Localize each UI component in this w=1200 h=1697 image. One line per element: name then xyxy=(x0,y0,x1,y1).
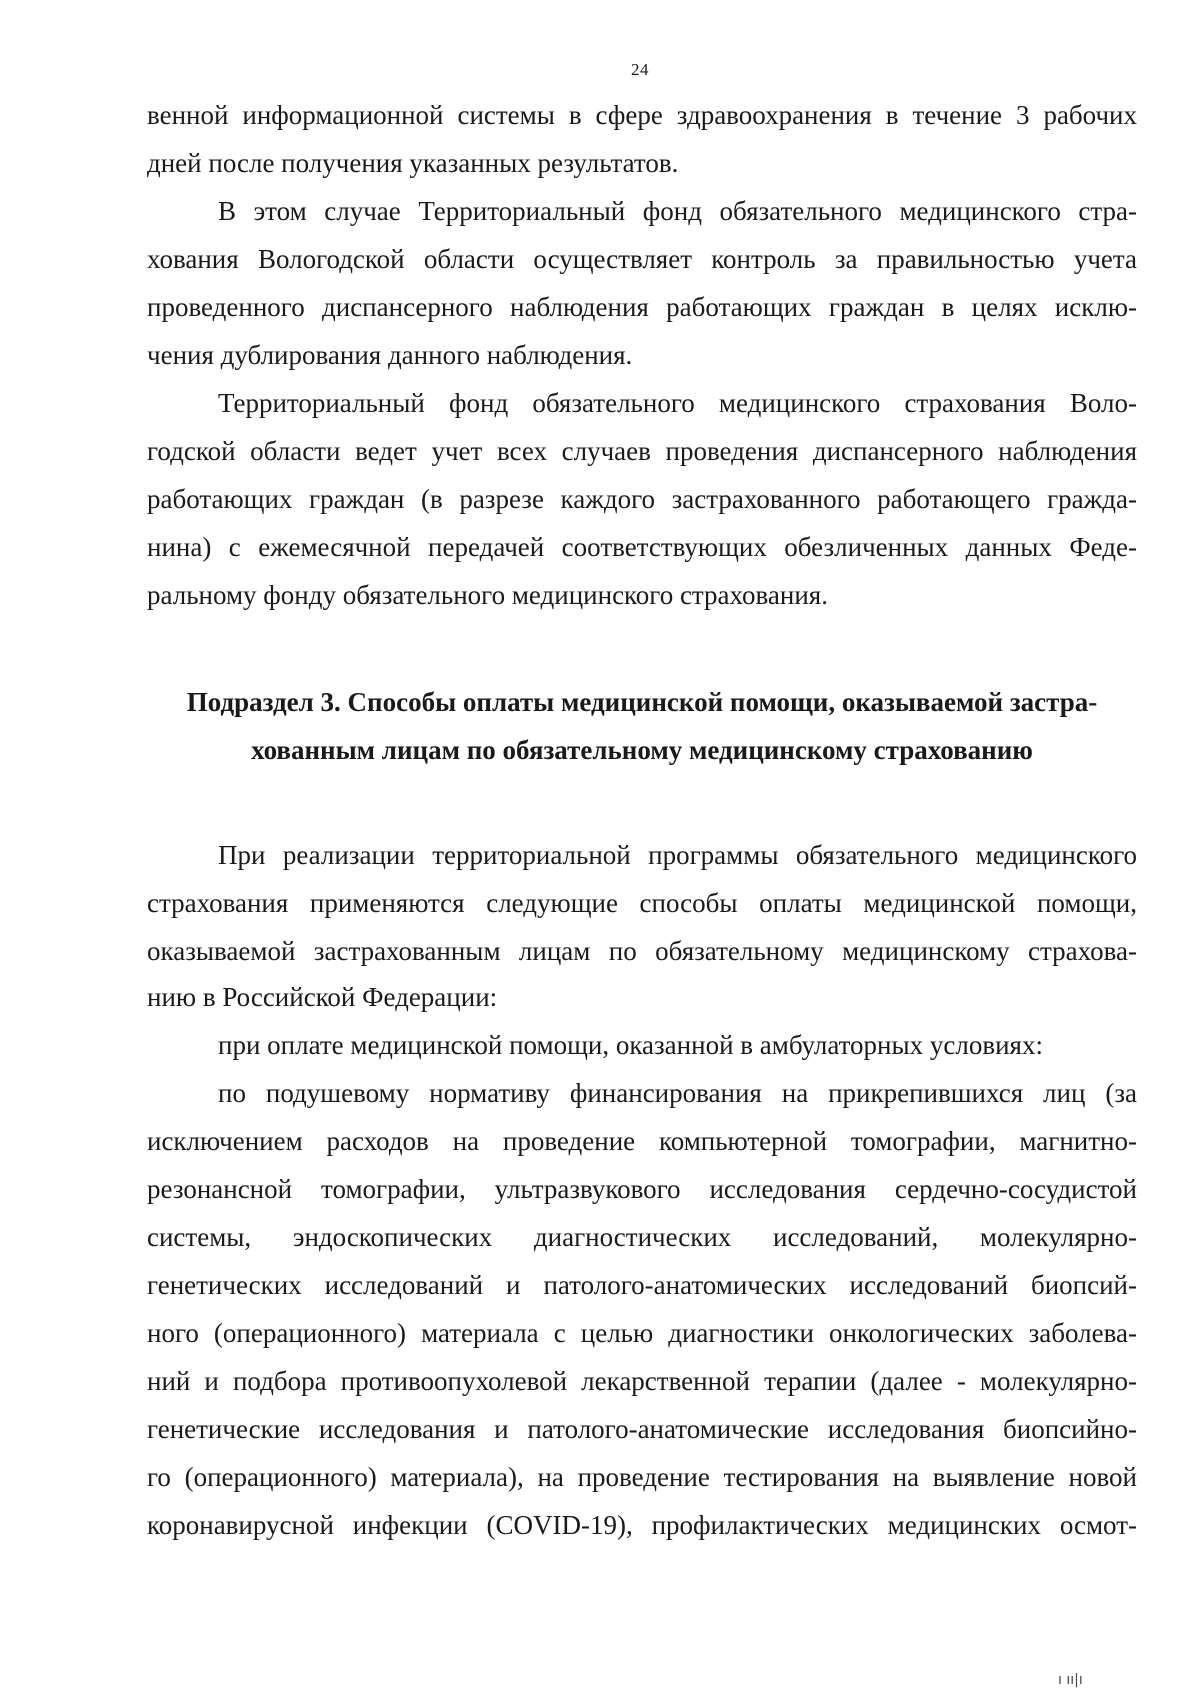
text-line: ного (операционного) материала с целью диагностики онкологических заболева- xyxy=(147,1318,1137,1348)
text-line: генетических исследований и патолого-анатомических исследований биопсий- xyxy=(147,1270,1137,1300)
text-line: системы, эндоскопических диагностических исследований, молекулярно- xyxy=(147,1222,1137,1252)
text-line: ний и подбора противоопухолевой лекарственной терапии (далее - молекулярно- xyxy=(147,1366,1137,1396)
text-line: резонансной томографии, ультразвукового исследования сердечно-сосудистой xyxy=(147,1174,1137,1204)
text-line: хования Вологодской области осуществляет контроль за правильностью учета xyxy=(147,244,1137,274)
text-line: Территориальный фонд обязательного медицинского страхования Воло- xyxy=(218,388,1137,418)
text-line: нию в Российской Федерации: xyxy=(147,982,498,1012)
text-line: венной информационной системы в сфере здравоохранения в течение 3 рабочих xyxy=(147,100,1137,130)
text-line: чения дублирования данного наблюдения. xyxy=(147,340,633,370)
text-line: по подушевому нормативу финансирования на прикрепившихся лиц (за xyxy=(218,1078,1137,1108)
text-line: В этом случае Территориальный фонд обязательного медицинского стра- xyxy=(218,196,1137,226)
text-line: при оплате медицинской помощи, оказанной в амбулаторных условиях: xyxy=(218,1030,1043,1060)
text-line: работающих граждан (в разрезе каждого застрахованного работающего гражда- xyxy=(147,484,1137,514)
text-line: нина) с ежемесячной передачей соответствующих обезличенных данных Феде- xyxy=(147,532,1137,562)
text-line: страхования применяются следующие способы оплаты медицинской помощи, xyxy=(147,888,1137,918)
scan-marks: ı ıı|ı xyxy=(1058,1672,1083,1688)
text-line: генетические исследования и патолого-анатомические исследования биопсийно- xyxy=(147,1414,1137,1444)
text-line: дней после получения указанных результатов. xyxy=(147,148,679,178)
section-heading-line: хованным лицам по обязательному медицинскому страхованию xyxy=(251,735,1033,765)
text-line: При реализации территориальной программы обязательного медицинского xyxy=(218,840,1137,870)
text-line: проведенного диспансерного наблюдения работающих граждан в целях исклю- xyxy=(147,292,1137,322)
text-line: коронавирусной инфекции (COVID-19), профилактических медицинских осмот- xyxy=(147,1510,1137,1540)
page-number: 24 xyxy=(631,60,649,79)
text-line: годской области ведет учет всех случаев проведения диспансерного наблюдения xyxy=(147,436,1137,466)
text-line: го (операционного) материала), на проведение тестирования на выявление новой xyxy=(147,1462,1137,1492)
text-line: оказываемой застрахованным лицам по обязательному медицинскому страхова- xyxy=(147,936,1137,966)
text-line: исключением расходов на проведение компьютерной томографии, магнитно- xyxy=(147,1126,1137,1156)
section-heading-line: Подраздел 3. Способы оплаты медицинской помощи, оказываемой застра- xyxy=(186,687,1098,717)
text-line: ральному фонду обязательного медицинского страхования. xyxy=(147,580,828,610)
